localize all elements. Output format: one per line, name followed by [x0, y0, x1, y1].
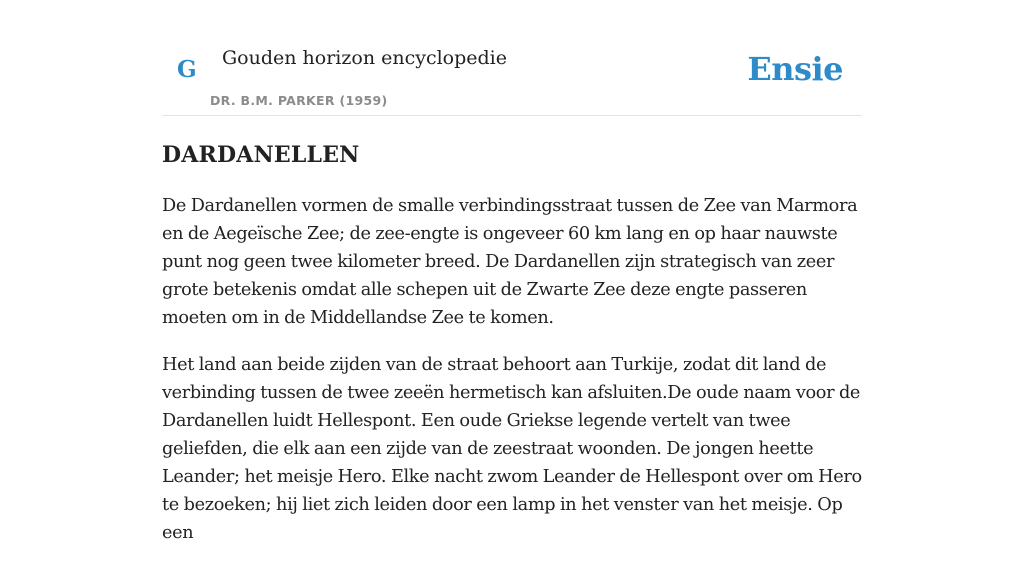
source-logo-icon[interactable]: G [177, 56, 197, 83]
page [162, 0, 862, 543]
source-header [162, 0, 862, 116]
brand-logo-link[interactable]: Ensie [747, 50, 843, 88]
article-title: DARDANELLEN [162, 142, 360, 168]
source-author: DR. B.M. PARKER (1959) [210, 93, 388, 108]
article-body [162, 192, 868, 566]
source-title-link[interactable]: Gouden horizon encyclopedie [222, 47, 507, 69]
article-paragraph-1: De Dardanellen vormen de smalle verbindingsstraat tussen de Zee van Marmora en de Aegeïsche Zee; de zee-engte is ongeveer 60 km lang en op haar nauwste punt nog geen twee kilometer breed. De Dardanellen zijn strategisch van zeer grote betekenis omdat alle schepen uit de Zwarte Zee deze engte passeren moeten om in de Middellandse Zee te komen. [162, 196, 858, 328]
article-paragraph-2: Het land aan beide zijden van de straat behoort aan Turkije, zodat dit land de verbinding tussen de twee zeeën hermetisch kan afsluiten.De oude naam voor de Dardanellen luidt Hellespont. Een oude Griekse legende vertelt van twee geliefden, die elk aan een zijde van de zeestraat woonden. De jongen heette Leander; het meisje Hero. Elke nacht zwom Leander de Hellespont over om Hero te bezoeken; hij liet zich leiden door een lamp in het venster van het meisje. Op een [162, 355, 862, 543]
